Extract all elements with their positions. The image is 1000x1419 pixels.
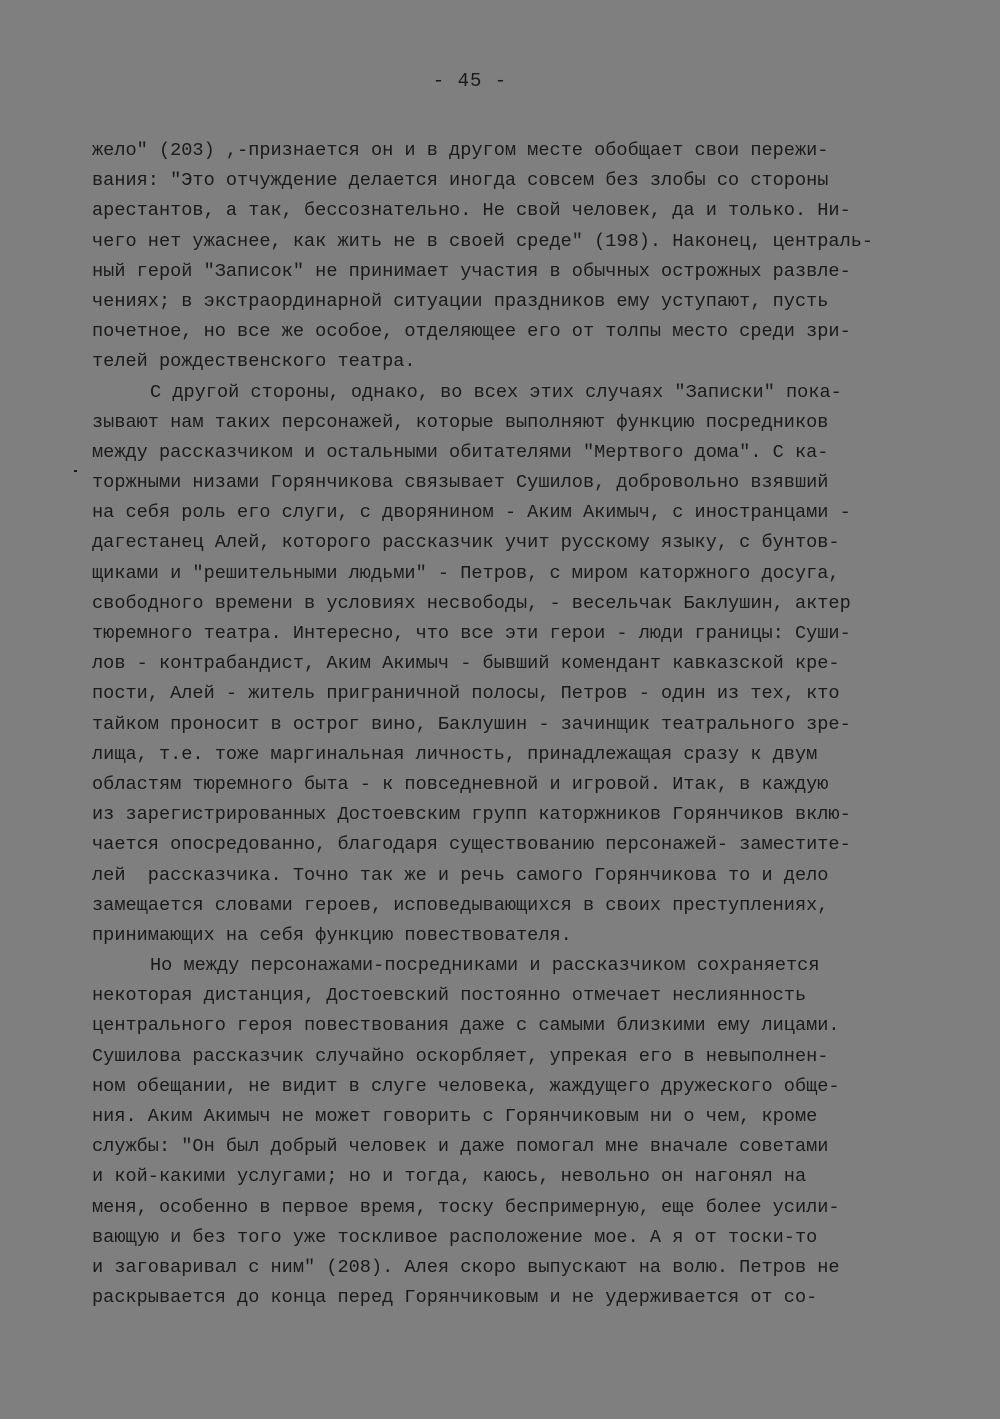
text-line: Сушилова рассказчик случайно оскорбляет, упрекая его в невыполнен- [92,1045,829,1067]
text-line: областям тюремного быта - к повседневной и игровой. Итак, в каждую [92,773,829,795]
text-line: телей рождественского театра. [92,351,416,373]
text-line: почетное, но все же особое, отделяющее его от толпы место среди зри- [92,321,851,343]
text-line: чего нет ужаснее, как жить не в своей среде" (198). Наконец, централь- [92,230,874,252]
margin-mark [74,470,77,472]
text-line: и кой-какими услугами; но и тогда, каюсь, невольно он нагонял на [92,1166,807,1188]
text-line: щиками и "решительными людьми" - Петров, с миром каторжного досуга, [92,562,840,584]
text-line: на себя роль его слуги, с дворянином - Аким Акимыч, с иностранцами - [92,502,851,524]
text-line: некоторая дистанция, Достоевский постоянно отмечает неслиянность [92,985,807,1007]
text-line: из зарегистрированных Достоевским групп каторжников Горянчиков вклю- [92,804,851,826]
text-line: ния. Аким Акимыч не может говорить с Горянчиковым ни о чем, кроме [92,1106,818,1127]
text-line: вающую и без того уже тоскливое расположение мое. А я от тоски-то [92,1226,818,1248]
text-line: тайком проносит в острог вино, Баклушин - зачинщик театрального зре- [92,713,851,735]
text-line: центрального героя повествования даже с самыми близкими ему лицами. [92,1015,840,1037]
text-line: жело" (203) ,-признается он и в другом месте обобщает свои пережи- [92,140,829,161]
text-line: службы: "Он был добрый человек и даже помогал мне вначале советами [92,1136,829,1158]
text-line: пости, Алей - житель приграничной полосы, Петров - один из тех, кто [92,683,840,705]
text-line: арестантов, а так, бессознательно. Не свой человек, да и только. Ни- [92,200,851,222]
text-line: дагестанец Алей, которого рассказчик учит русскому языку, с бунтов- [92,532,840,554]
text-line: принимающих на себя функцию повествователя. [92,924,572,946]
text-line: между рассказчиком и остальными обитателями "Мертвого дома". С ка- [92,441,829,463]
text-line: и заговаривал с ним" (208). Алея скоро выпускают на волю. Петров не [92,1256,840,1278]
text-line: раскрывается до конца перед Горянчиковым и не удерживается от со- [92,1287,818,1309]
text-line: лей рассказчика. Точно так же и речь самого Горянчикова то и дело [92,864,829,886]
text-line: С другой стороны, однако, во всех этих случаях "Записки" пока- [150,381,842,403]
body-text [92,136,922,1313]
text-line: чениях; в экстраординарной ситуации праздников ему уступают, пусть [92,290,829,312]
text-line: вания: "Это отчуждение делается иногда совсем без злобы со стороны [92,170,829,192]
text-line: лища, т.е. тоже маргинальная личность, принадлежащая сразу к двум [92,743,818,765]
page-number: - 45 - [432,70,508,92]
text-line: меня, особенно в первое время, тоску беспримерную, еще более усили- [92,1196,840,1218]
text-line: ный герой "Записок" не принимает участия в обычных острожных развле- [92,260,851,282]
text-line: зывают нам таких персонажей, которые выполняют функцию посредников [92,411,829,433]
text-line: свободного времени в условиях несвободы, - весельчак Баклушин, актер [92,592,851,614]
text-line: Но между персонажами-посредниками и рассказчиком сохраняется [150,955,820,977]
text-line: тюремного театра. Интересно, что все эти герои - люди границы: Суши- [92,623,851,644]
text-line: ном обещании, не видит в слуге человека, жаждущего дружеского обще- [92,1075,840,1097]
text-line: торжными низами Горянчикова связывает Сушилов, добровольно взявший [92,472,829,494]
text-line: замещается словами героев, исповедывающихся в своих преступлениях, [92,894,829,916]
text-line: лов - контрабандист, Аким Акимыч - бывший комендант кавказской кре- [92,653,840,675]
text-line: чается опосредованно, благодаря существованию персонажей- заместите- [92,834,851,856]
